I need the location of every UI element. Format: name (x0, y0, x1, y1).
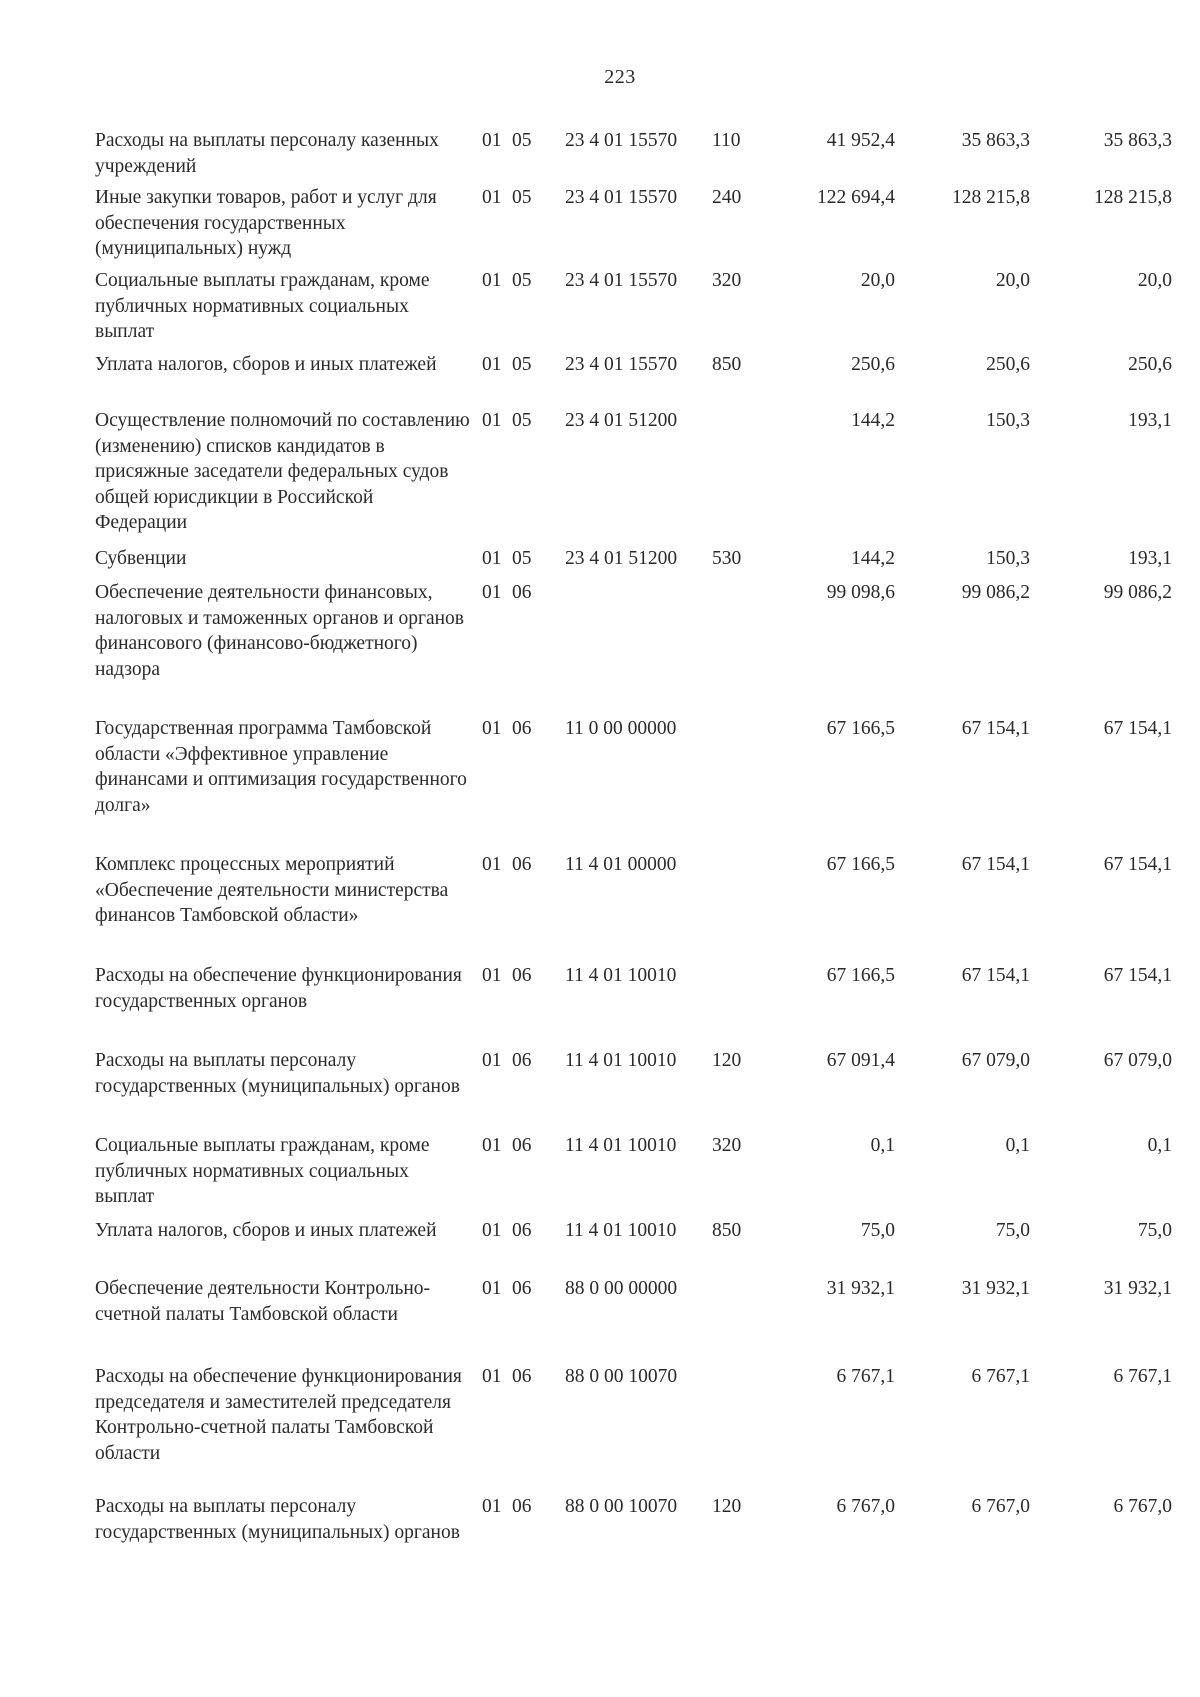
row-amount-year1: 75,0 (860, 1220, 895, 1241)
row-name: Иные закупки товаров, работ и услуг для обеспечения государственных (муниципальных) нужд (95, 187, 437, 259)
row-section (482, 580, 552, 606)
page-number: 223 (604, 66, 636, 88)
row-amount-year2: 150,3 (986, 410, 1030, 431)
row-section (482, 1494, 552, 1520)
row-name: Осуществление полномочий по составлению (изменению) списков кандидатов в присяжные заседатели федеральных судов общей юрисдикции в Российской Федерации (95, 410, 470, 533)
row-amount-year2: 6 767,1 (971, 1366, 1030, 1387)
row-pr: 05 (512, 270, 532, 291)
row-amount-year2: 6 767,0 (971, 1496, 1030, 1517)
row-target-article: 11 4 01 10010 (565, 1050, 677, 1071)
row-target-article: 23 4 01 51200 (565, 410, 678, 431)
table-row (0, 1133, 1200, 1218)
row-section (482, 852, 552, 878)
row-rz: 01 (482, 718, 502, 739)
table-row (0, 352, 1200, 408)
row-amount-year2: 150,3 (986, 548, 1030, 569)
table-row (0, 1048, 1200, 1133)
row-rz: 01 (482, 1220, 502, 1241)
row-amount-year1: 0,1 (870, 1135, 895, 1156)
row-section (482, 128, 552, 154)
row-pr: 05 (512, 187, 532, 208)
row-section (482, 185, 552, 211)
row-name: Обеспечение деятельности финансовых, налоговых и таможенных органов и органов финансового (финансово-бюджетного) надзора (95, 582, 465, 680)
row-target-article: 88 0 00 10070 (565, 1496, 678, 1517)
row-target-article: 23 4 01 15570 (565, 270, 678, 291)
row-rz: 01 (482, 130, 502, 151)
table-row (0, 546, 1200, 580)
row-section (482, 1048, 552, 1074)
table-row (0, 1364, 1200, 1494)
row-name: Обеспечение деятельности Контрольно-счетной палаты Тамбовской области (95, 1278, 431, 1325)
row-amount-year3: 6 767,1 (1113, 1366, 1172, 1387)
row-section (482, 268, 552, 294)
row-amount-year2: 31 932,1 (961, 1278, 1030, 1299)
row-amount-year2: 67 154,1 (961, 965, 1030, 986)
row-amount-year3: 193,1 (1128, 410, 1172, 431)
row-section (482, 716, 552, 742)
row-amount-year1: 144,2 (851, 548, 895, 569)
row-amount-year2: 128 215,8 (952, 187, 1030, 208)
row-amount-year3: 31 932,1 (1103, 1278, 1172, 1299)
row-section (482, 352, 552, 378)
row-section (482, 1276, 552, 1302)
row-pr: 06 (512, 1220, 532, 1241)
row-section (482, 1364, 552, 1390)
row-amount-year3: 35 863,3 (1103, 130, 1172, 151)
row-amount-year1: 144,2 (851, 410, 895, 431)
row-rz: 01 (482, 187, 502, 208)
row-name: Уплата налогов, сборов и иных платежей (95, 354, 437, 375)
row-amount-year2: 75,0 (995, 1220, 1030, 1241)
row-name: Расходы на обеспечение функционирования государственных органов (95, 965, 462, 1012)
row-amount-year1: 122 694,4 (817, 187, 895, 208)
row-amount-year1: 6 767,1 (836, 1366, 895, 1387)
row-name: Расходы на обеспечение функционирования председателя и заместителей председателя Контрольно-счетной палаты Тамбовской области (95, 1366, 462, 1464)
row-pr: 05 (512, 130, 532, 151)
row-amount-year3: 75,0 (1137, 1220, 1172, 1241)
row-rz: 01 (482, 270, 502, 291)
row-name: Государственная программа Тамбовской области «Эффективное управление финансами и оптимизация государственного долга» (95, 718, 467, 816)
row-name: Уплата налогов, сборов и иных платежей (95, 1220, 437, 1241)
row-amount-year1: 99 098,6 (826, 582, 895, 603)
table-row (0, 580, 1200, 716)
table-row (0, 963, 1200, 1048)
row-amount-year3: 128 215,8 (1094, 187, 1172, 208)
row-expense-type: 120 (712, 1496, 742, 1517)
row-target-article: 23 4 01 15570 (565, 354, 678, 375)
row-rz: 01 (482, 1135, 502, 1156)
row-section (482, 1218, 552, 1244)
row-expense-type: 320 (712, 270, 742, 291)
row-amount-year1: 67 166,5 (826, 718, 895, 739)
row-pr: 05 (512, 354, 532, 375)
row-rz: 01 (482, 354, 502, 375)
row-rz: 01 (482, 582, 502, 603)
row-name: Социальные выплаты гражданам, кроме публичных нормативных социальных выплат (95, 1135, 430, 1207)
row-amount-year2: 67 154,1 (961, 718, 1030, 739)
row-expense-type: 850 (712, 354, 742, 375)
row-expense-type: 530 (712, 548, 742, 569)
row-target-article: 11 4 01 10010 (565, 965, 677, 986)
row-amount-year2: 20,0 (995, 270, 1030, 291)
row-rz: 01 (482, 410, 502, 431)
table-row (0, 1494, 1200, 1584)
row-amount-year2: 67 079,0 (961, 1050, 1030, 1071)
row-target-article: 23 4 01 15570 (565, 187, 678, 208)
row-name: Расходы на выплаты персоналу государственных (муниципальных) органов (95, 1050, 460, 1097)
row-amount-year1: 6 767,0 (836, 1496, 895, 1517)
row-amount-year2: 250,6 (986, 354, 1030, 375)
row-amount-year3: 67 154,1 (1103, 854, 1172, 875)
row-name: Расходы на выплаты персоналу казенных учреждений (95, 130, 439, 177)
row-expense-type: 320 (712, 1135, 742, 1156)
row-section (482, 1133, 552, 1159)
row-amount-year3: 20,0 (1137, 270, 1172, 291)
row-pr: 06 (512, 1278, 532, 1299)
row-pr: 06 (512, 1050, 532, 1071)
row-expense-type: 850 (712, 1220, 742, 1241)
row-amount-year2: 35 863,3 (961, 130, 1030, 151)
table-row (0, 128, 1200, 185)
row-amount-year2: 99 086,2 (961, 582, 1030, 603)
table-row (0, 268, 1200, 352)
row-amount-year2: 0,1 (1005, 1135, 1030, 1156)
row-pr: 06 (512, 582, 532, 603)
row-pr: 06 (512, 1366, 532, 1387)
row-expense-type: 110 (712, 130, 741, 151)
table-row (0, 1276, 1200, 1364)
row-pr: 06 (512, 965, 532, 986)
row-target-article: 23 4 01 51200 (565, 548, 678, 569)
row-section (482, 546, 552, 572)
row-amount-year1: 250,6 (851, 354, 895, 375)
row-expense-type: 120 (712, 1050, 742, 1071)
row-rz: 01 (482, 1496, 502, 1517)
row-rz: 01 (482, 548, 502, 569)
row-pr: 06 (512, 718, 532, 739)
row-name: Субвенции (95, 548, 187, 569)
row-target-article: 88 0 00 10070 (565, 1366, 678, 1387)
row-section (482, 963, 552, 989)
row-target-article: 11 4 01 10010 (565, 1135, 677, 1156)
row-rz: 01 (482, 1278, 502, 1299)
table-row (0, 185, 1200, 268)
row-target-article: 11 4 01 10010 (565, 1220, 677, 1241)
row-amount-year1: 20,0 (860, 270, 895, 291)
row-target-article: 88 0 00 00000 (565, 1278, 678, 1299)
row-amount-year3: 6 767,0 (1113, 1496, 1172, 1517)
row-target-article: 23 4 01 15570 (565, 130, 678, 151)
row-amount-year3: 99 086,2 (1103, 582, 1172, 603)
row-section (482, 408, 552, 434)
row-name: Социальные выплаты гражданам, кроме публичных нормативных социальных выплат (95, 270, 430, 342)
table-row (0, 852, 1200, 963)
row-amount-year3: 250,6 (1128, 354, 1172, 375)
row-expense-type: 240 (712, 187, 742, 208)
row-name: Расходы на выплаты персоналу государственных (муниципальных) органов (95, 1496, 460, 1543)
row-target-article: 11 4 01 00000 (565, 854, 677, 875)
row-rz: 01 (482, 965, 502, 986)
row-amount-year2: 67 154,1 (961, 854, 1030, 875)
table-row (0, 716, 1200, 852)
row-pr: 05 (512, 548, 532, 569)
row-amount-year3: 67 079,0 (1103, 1050, 1172, 1071)
row-pr: 06 (512, 854, 532, 875)
budget-table (0, 128, 1200, 1584)
row-pr: 06 (512, 1496, 532, 1517)
row-target-article: 11 0 00 00000 (565, 718, 677, 739)
row-amount-year3: 0,1 (1147, 1135, 1172, 1156)
table-row (0, 408, 1200, 546)
row-amount-year3: 67 154,1 (1103, 965, 1172, 986)
row-rz: 01 (482, 1366, 502, 1387)
row-amount-year1: 67 166,5 (826, 965, 895, 986)
row-amount-year1: 67 091,4 (826, 1050, 895, 1071)
row-pr: 06 (512, 1135, 532, 1156)
row-amount-year1: 67 166,5 (826, 854, 895, 875)
row-rz: 01 (482, 1050, 502, 1071)
row-amount-year3: 193,1 (1128, 548, 1172, 569)
row-pr: 05 (512, 410, 532, 431)
row-amount-year1: 31 932,1 (826, 1278, 895, 1299)
row-amount-year1: 41 952,4 (826, 130, 895, 151)
row-rz: 01 (482, 854, 502, 875)
row-name: Комплекс процессных мероприятий «Обеспечение деятельности министерства финансов Тамбовской области» (95, 854, 449, 926)
table-row (0, 1218, 1200, 1276)
row-amount-year3: 67 154,1 (1103, 718, 1172, 739)
